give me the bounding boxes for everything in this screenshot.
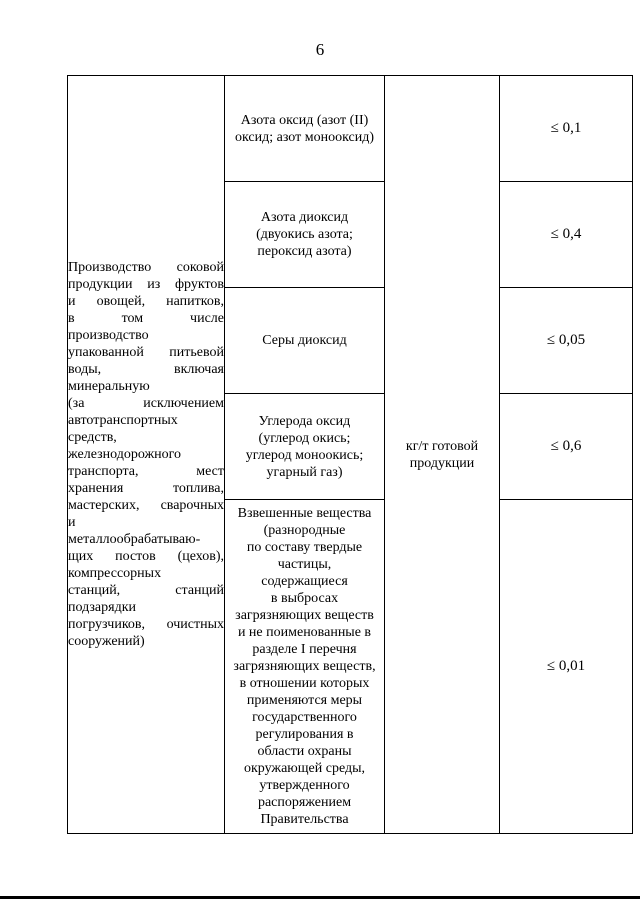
- pollutant-line: пероксид азота): [257, 244, 352, 259]
- pollutant-line: (двуокись азота;: [256, 227, 353, 242]
- pollutant-line: Правительства: [260, 812, 349, 827]
- pollutant-line: утвержденного: [259, 778, 350, 793]
- value-cell: ≤ 0,6: [500, 394, 633, 500]
- unit-line: продукции: [409, 455, 475, 471]
- emissions-table: [67, 75, 633, 834]
- pollutant-line: распоряжением: [257, 795, 352, 810]
- pollutant-line: Азота диоксид: [260, 210, 349, 225]
- pollutant-line: частицы,: [277, 557, 332, 572]
- activity-line: железнодорожного: [68, 447, 182, 462]
- pollutant-line: Взвешенные вещества: [237, 506, 372, 521]
- activity-line: (за исключением: [68, 396, 224, 411]
- activity-line: погрузчиков, очистных: [68, 617, 224, 632]
- pollutant-line: разделе I перечня: [252, 642, 357, 657]
- value-cell: ≤ 0,05: [500, 288, 633, 394]
- pollutant-cell: [225, 500, 385, 834]
- activity-line: средств,: [68, 430, 117, 445]
- activity-line: производство: [68, 328, 149, 343]
- activity-line: сооружений): [68, 634, 145, 649]
- activity-line: воды, включая: [68, 362, 224, 377]
- pollutant-line: и не поименованные в: [237, 625, 372, 640]
- activity-line: хранения топлива,: [68, 481, 224, 496]
- pollutant-line: регулирования в: [255, 727, 354, 742]
- pollutant-line: Азота оксид (азот (II): [240, 112, 369, 128]
- activity-line: станций, станций: [68, 583, 224, 598]
- value-cell: ≤ 0,01: [500, 500, 633, 834]
- activity-line: упакованной питьевой: [68, 345, 224, 360]
- pollutant-line: (разнородные: [263, 523, 346, 538]
- activity-line: подзарядки: [68, 600, 136, 615]
- table-row: [68, 76, 633, 182]
- pollutant-cell: [225, 288, 385, 394]
- activity-line: продукции из фруктов: [68, 277, 224, 292]
- value-cell: ≤ 0,1: [500, 76, 633, 182]
- pollutant-line: государственного: [252, 710, 357, 725]
- pollutant-line: оксид; азот монооксид): [234, 129, 375, 145]
- activity-line: щих постов (цехов),: [68, 549, 224, 564]
- pollutant-cell: [225, 76, 385, 182]
- activity-line: в том числе: [68, 311, 224, 326]
- pollutant-line: (углерод окись;: [258, 430, 351, 446]
- activity-line: компрессорных: [68, 566, 162, 581]
- page-number: 6: [315, 40, 325, 59]
- activity-line: мастерских, сварочных: [68, 498, 224, 513]
- unit-cell: [385, 76, 500, 834]
- unit-line: кг/т готовой: [405, 438, 479, 454]
- activity-line: минеральную: [68, 379, 150, 394]
- pollutant-line: углерод моноокись;: [245, 447, 364, 463]
- pollutant-line: загрязняющих веществ,: [233, 659, 376, 674]
- pollutant-line: в отношении которых: [239, 676, 370, 691]
- pollutant-line: угарный газ): [266, 464, 343, 480]
- activity-line: транспорта, мест: [68, 464, 224, 479]
- activity-line: металлообрабатываю-: [68, 532, 201, 547]
- pollutant-line: в выбросах: [270, 591, 339, 606]
- activity-line: Производство соковой: [68, 260, 224, 275]
- pollutant-cell: [225, 182, 385, 288]
- pollutant-cell: [225, 394, 385, 500]
- pollutant-line: Серы диоксид: [262, 333, 347, 348]
- pollutant-line: по составу твердые: [246, 540, 363, 555]
- value-cell: ≤ 0,4: [500, 182, 633, 288]
- activity-line: и: [68, 515, 76, 530]
- activity-line: автотранспортных: [68, 413, 178, 428]
- pollutant-line: загрязняющих веществ: [235, 608, 374, 623]
- activity-cell: [68, 76, 225, 834]
- pollutant-line: Углерода оксид: [258, 413, 351, 429]
- activity-line: и овощей, напитков,: [68, 294, 224, 309]
- pollutant-line: содержащиеся: [261, 574, 348, 589]
- pollutant-line: применяются меры: [246, 693, 363, 708]
- pollutant-line: окружающей среды,: [243, 761, 366, 776]
- page-bottom-edge: [0, 896, 640, 899]
- pollutant-line: области охраны: [257, 744, 352, 759]
